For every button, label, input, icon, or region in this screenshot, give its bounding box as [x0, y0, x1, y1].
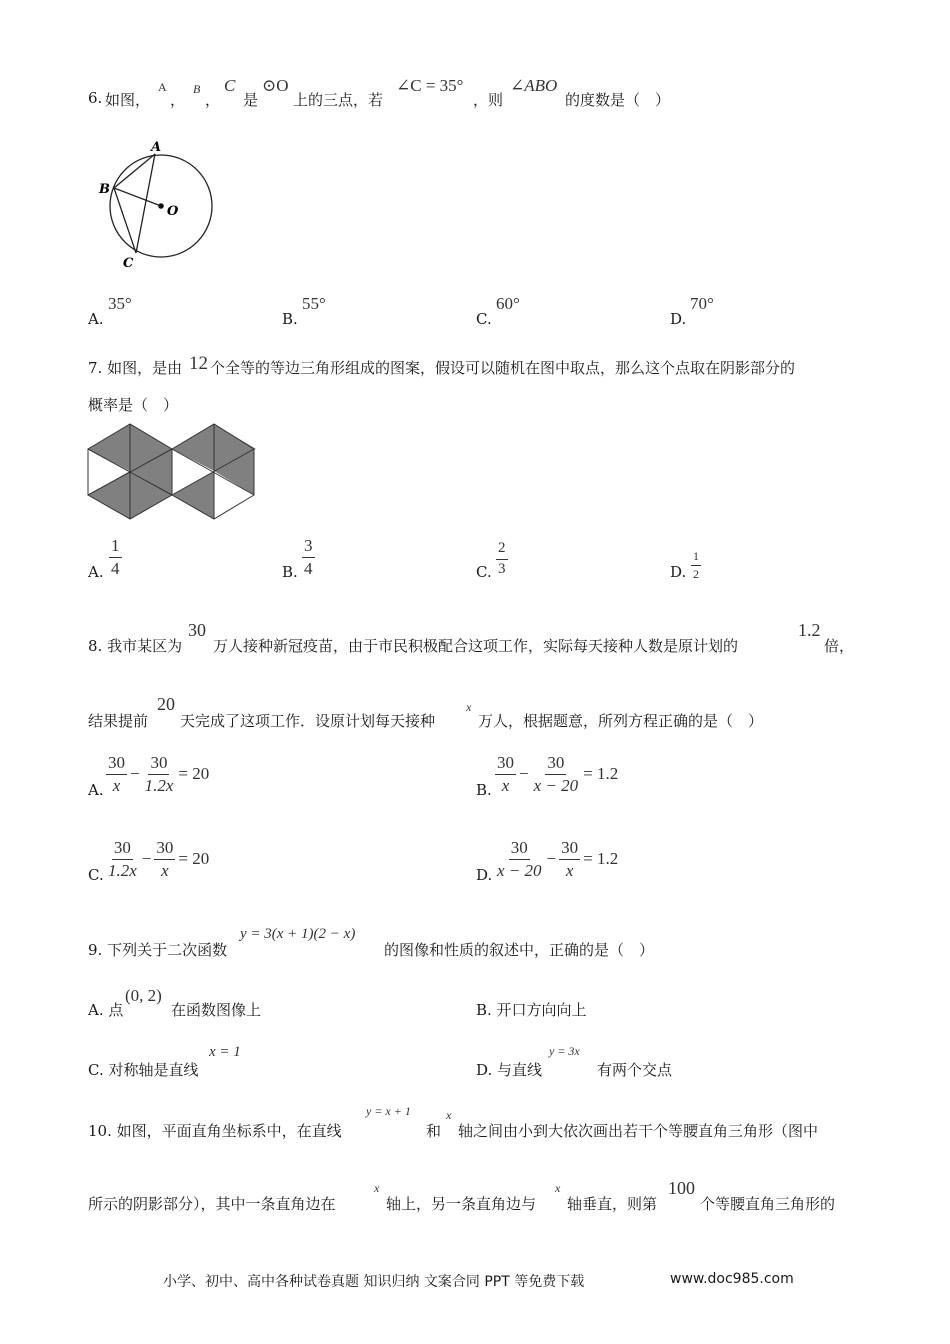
- q10-x-axis-1: x: [446, 1108, 452, 1122]
- q6-condition: ∠C = 35°: [396, 76, 464, 95]
- q8-option-c-letter: C.: [88, 866, 104, 884]
- q7-shaded-triangle: [88, 471, 130, 519]
- numerator: 30: [545, 754, 566, 775]
- q8-line-1c: 倍，: [824, 637, 855, 655]
- q6-center-dot: [158, 203, 164, 209]
- q7-option-d-letter: D.: [670, 563, 687, 581]
- q10-x-axis-3: x: [555, 1181, 561, 1195]
- denominator: x: [112, 775, 121, 795]
- q6-comma-2: ，: [205, 91, 221, 109]
- q7-option-c-fraction: [496, 541, 508, 578]
- q6-option-d-letter: D.: [670, 310, 687, 328]
- q6-text-1: 如图，: [105, 91, 151, 109]
- fraction-1: [106, 754, 127, 795]
- q6-point-b: B: [193, 82, 201, 96]
- right-hand-side: = 1.2: [583, 849, 619, 869]
- denominator: 4: [111, 558, 120, 578]
- right-hand-side: = 1.2: [583, 764, 619, 784]
- denominator: 2: [693, 566, 699, 581]
- q10-line-2c: 轴垂直，则第: [567, 1195, 658, 1213]
- q7-shaded-triangle: [172, 471, 214, 519]
- q6-circle-figure: [95, 135, 225, 270]
- footer-text: 小学、初中、高中各种试卷真题 知识归纳 文案合同 PPT 等免费下载: [163, 1274, 585, 1290]
- q6-option-b-value: 55°: [302, 294, 326, 313]
- q10-line-2d: 个等腰直角三角形的: [700, 1195, 836, 1213]
- footer-url[interactable]: www.doc985.com: [670, 1271, 794, 1287]
- denominator: x: [501, 775, 510, 795]
- denominator: 3: [498, 560, 506, 577]
- q7-line-2: 概率是（ ）: [88, 396, 179, 414]
- q6-text-2: 是: [243, 91, 259, 109]
- q9-option-a-point: (0, 2): [125, 986, 162, 1005]
- numerator: 30: [154, 839, 175, 860]
- q10-line-2a: 所示的阴影部分），其中一条直角边在: [88, 1195, 336, 1213]
- denominator: 1.2x: [144, 775, 174, 795]
- q8-line-2a: 结果提前: [88, 712, 149, 730]
- q8-option-d-letter: D.: [476, 866, 493, 884]
- q8-option-a-letter: A.: [88, 781, 104, 799]
- q8-option-b-letter: B.: [476, 781, 492, 799]
- q8-line-2c: 万人，根据题意，所列方程正确的是（ ）: [478, 712, 764, 730]
- q9-text-b: 的图像和性质的叙述中，正确的是（ ）: [384, 941, 655, 959]
- right-hand-side: = 20: [178, 764, 210, 784]
- q8-line-1a: 8. 我市某区为: [88, 637, 183, 655]
- q7-count: 12: [189, 353, 208, 374]
- q6-text-4: ，则: [473, 91, 504, 109]
- q8-option-a-equation: [106, 754, 209, 795]
- q6-label-c: C: [123, 256, 134, 270]
- q6-target-angle: ∠ABO: [510, 76, 558, 95]
- q9-function: y = 3(x + 1)(2 − x): [240, 926, 356, 942]
- q6-label-o: O: [167, 204, 179, 219]
- q6-comma-1: ，: [170, 91, 186, 109]
- q7-shaded-triangle: [172, 424, 214, 471]
- q9-option-c-equation: x = 1: [209, 1044, 241, 1060]
- numerator: 30: [559, 839, 580, 860]
- numerator: 30: [112, 839, 133, 860]
- q6-option-a-letter: A.: [88, 310, 104, 328]
- q9-option-c-text: C. 对称轴是直线: [88, 1061, 199, 1079]
- q6-segment-bc: [114, 188, 136, 253]
- q7-line-1b: 个全等的等边三角形组成的图案，假设可以随机在图中取点，那么这个点取在阴影部分的: [210, 359, 796, 377]
- q7-option-d-fraction: [691, 550, 701, 580]
- q7-option-b-letter: B.: [282, 563, 298, 581]
- numerator: 30: [509, 839, 530, 860]
- numerator: 1: [109, 537, 122, 558]
- q9-text-a: 9. 下列关于二次函数: [88, 941, 228, 959]
- q6-text-3: 上的三点，若: [293, 91, 384, 109]
- fraction-1: [106, 839, 139, 880]
- q6-label-b: B: [99, 182, 110, 197]
- fraction-2: [154, 839, 175, 880]
- q6-option-c-letter: C.: [476, 310, 492, 328]
- denominator: 4: [304, 558, 313, 578]
- q8-line-1b: 万人接种新冠疫苗，由于市民积极配合这项工作，实际每天接种人数是原计划的: [213, 637, 739, 655]
- q10-line-equation: y = x + 1: [366, 1104, 411, 1118]
- q10-line-1c: 轴之间由小到大依次画出若干个等腰直角三角形（图中: [458, 1122, 819, 1140]
- q6-circle-o: ⊙O: [262, 76, 289, 95]
- q9-option-b-text: B. 开口方向向上: [476, 1001, 587, 1019]
- denominator: x − 20: [533, 775, 579, 795]
- q6-option-b-letter: B.: [282, 310, 298, 328]
- numerator: 1: [691, 550, 701, 566]
- q9-option-a-text-2: 在函数图像上: [171, 1001, 262, 1019]
- fraction-2: [559, 839, 580, 880]
- q10-x-axis-2: x: [374, 1181, 380, 1195]
- q9-option-d-text-2: 有两个交点: [597, 1061, 673, 1079]
- q8-variable-x: x: [466, 700, 472, 714]
- q6-option-a-value: 35°: [108, 294, 132, 313]
- numerator: 3: [302, 537, 315, 558]
- q10-line-2b: 轴上，另一条直角边与: [386, 1195, 537, 1213]
- minus-sign: −: [519, 764, 529, 784]
- q6-option-d-value: 70°: [690, 294, 714, 313]
- q7-option-b-fraction: [302, 537, 315, 578]
- q6-point-a: A: [158, 80, 167, 94]
- q7-triangle-figure: [86, 422, 256, 522]
- denominator: x: [161, 860, 169, 880]
- q8-line-2b: 天完成了这项工作．设原计划每天接种: [180, 712, 436, 730]
- q8-option-b-equation: [495, 754, 618, 795]
- q9-option-d-equation: y = 3x: [549, 1044, 580, 1058]
- minus-sign: −: [546, 849, 557, 869]
- fraction-1: [495, 839, 544, 880]
- q6-segment-ac: [136, 154, 155, 253]
- q10-line-1a: 10. 如图，平面直角坐标系中，在直线: [88, 1122, 342, 1140]
- denominator: 1.2x: [108, 860, 137, 880]
- q6-segment-bo: [114, 188, 161, 206]
- q6-text-5: 的度数是（ ）: [565, 91, 671, 109]
- q9-option-a-text: A. 点: [88, 1001, 124, 1019]
- q10-triangle-index: 100: [668, 1178, 695, 1198]
- right-hand-side: = 20: [178, 849, 210, 869]
- numerator: 30: [495, 754, 516, 775]
- q7-option-c-letter: C.: [476, 563, 492, 581]
- q6-point-c: C: [224, 76, 236, 95]
- q7-option-a-letter: A.: [88, 563, 104, 581]
- fraction-1: [495, 754, 516, 795]
- q7-line-1a: 7. 如图，是由: [88, 359, 183, 377]
- denominator: x − 20: [497, 860, 542, 880]
- minus-sign: −: [141, 849, 152, 869]
- q9-option-d-text: D. 与直线: [476, 1061, 543, 1079]
- q10-line-1b: 和: [426, 1122, 442, 1140]
- q8-ratio: 1.2: [798, 620, 821, 640]
- q6-label-a: A: [151, 140, 162, 155]
- numerator: 30: [106, 754, 127, 775]
- fraction-2: [143, 754, 176, 795]
- q8-days-early: 20: [157, 694, 175, 714]
- q6-option-c-value: 60°: [496, 294, 520, 313]
- numerator: 2: [496, 541, 508, 560]
- denominator: x: [565, 860, 574, 880]
- q8-option-d-equation: [495, 839, 618, 880]
- q8-total-people: 30: [188, 620, 206, 640]
- numerator: 30: [148, 754, 169, 775]
- fraction-2: [532, 754, 581, 795]
- minus-sign: −: [130, 764, 140, 784]
- q7-shaded-triangle: [88, 424, 130, 471]
- q8-option-c-equation: [106, 839, 209, 880]
- q7-option-a-fraction: [109, 537, 122, 578]
- q6-number: 6.: [88, 89, 103, 107]
